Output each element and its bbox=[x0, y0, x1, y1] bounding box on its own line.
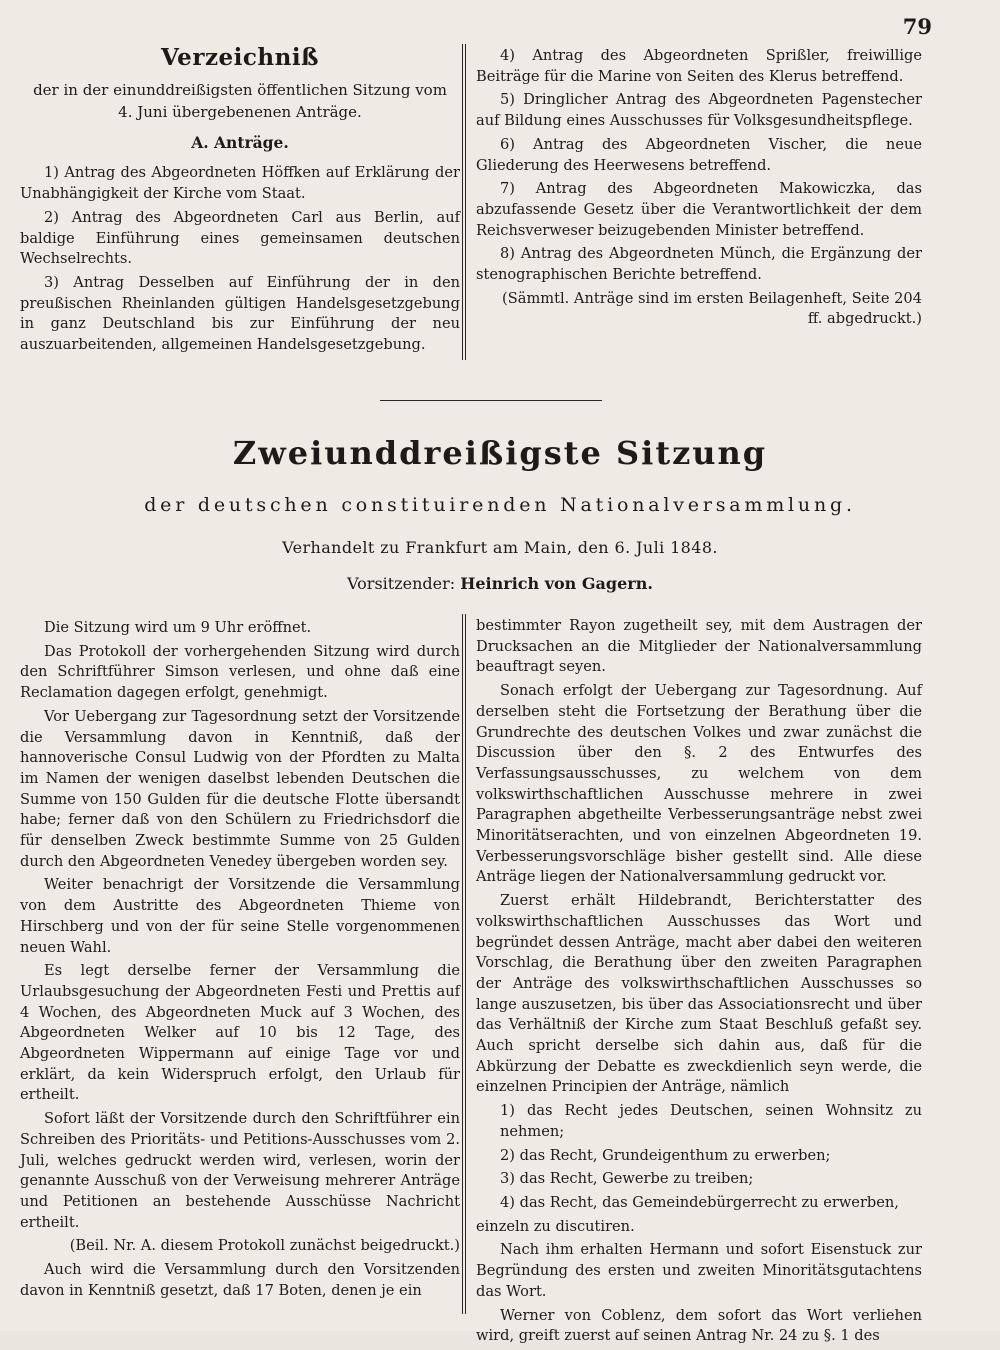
session-subtitle: der deutschen constituirenden Nationalversammlung. bbox=[144, 494, 856, 516]
list-subtitle bbox=[20, 79, 460, 123]
session-chair bbox=[0, 574, 1000, 593]
motion-item: 8) Antrag des Abgeordneten Münch, die Ergänzung der stenographischen Berichte betreffend. bbox=[476, 245, 922, 284]
page-number: 79 bbox=[902, 14, 932, 39]
paragraph: Es legt derselbe ferner der Versammlung die Urlaubsgesuchung der Abgeordneten Festi und Prettis auf 4 Wochen, des Abgeordneten Muck auf 3 Wochen, des Abgeordneten Welker auf 10 bis 12 Tage, des Abgeordneten Wippermann auf einige Tage vor und erklärt, da kein Widerspruch erfolgt, den Urlaub für ertheilt. bbox=[20, 962, 460, 1104]
session-title: Zweiunddreißigste Sitzung bbox=[232, 434, 768, 472]
list-title: Verzeichniß bbox=[160, 44, 320, 71]
motions-list-right-column bbox=[476, 46, 922, 333]
paragraph: Weiter benachrigt der Vorsitzende die Versammlung von dem Austritte des Abgeordneten Thieme von Hirschberg und von der für seine Stelle vorgenommenen neuen Wahl. bbox=[20, 876, 460, 956]
motion-item: 6) Antrag des Abgeordneten Vischer, die neue Gliederung des Heerwesens betreffend. bbox=[476, 135, 922, 174]
list-heading: A. Anträge. bbox=[191, 132, 289, 152]
motion-item: 1) Antrag des Abgeordneten Höffken auf Erklärung der Unabhängigkeit der Kirche vom Staat. bbox=[20, 164, 460, 203]
enumeration-item: 2) das Recht, Grundeigenthum zu erwerben; bbox=[500, 1146, 831, 1164]
enumeration-item: 3) das Recht, Gewerbe zu treiben; bbox=[500, 1170, 754, 1188]
paragraph: Sonach erfolgt der Uebergang zur Tagesordnung. Auf derselben steht die Fortsetzung der Berathung über die Grundrechte des deutschen Volkes und zwar zunächst die Discussion über den §. 2 des Entwurfes des Verfassungsausschusses, zu welchem von dem volkswirthschaftlichen Ausschusse mehrere in zwei Paragraphen abgetheilte Verbesserungsanträge nebst zwei Minoritätserachten, und von einzelnen Abgeordneten 19. Verbesserungsvorschläge bisher gestellt sind. Alle diese Anträge liegen der Nationalversammlung gedruckt vor. bbox=[476, 682, 922, 886]
paragraph: Vor Uebergang zur Tagesordnung setzt der Vorsitzende die Versammlung davon in Kenntniß, daß der hannoverische Consul Ludwig von der Pfordten zu Malta im Namen der wenigen daselbst lebenden Deutschen die Summe von 150 Gulden für die deutsche Flotte übersandt habe; ferner daß von den Schülern zu Friedrichsdorf die für denselben Zweck bestimmte Summe von 25 Gulden durch den Abgeordneten Venedey übergeben worden sey. bbox=[20, 707, 460, 870]
motions-list-left-column bbox=[20, 44, 460, 359]
list-subtitle-line1: der in der einunddreißigsten öffentlichen Sitzung vom bbox=[33, 80, 447, 99]
rights-enumeration bbox=[476, 1101, 922, 1214]
motion-item: 7) Antrag des Abgeordneten Makowiczka, das abzufassende Gesetz über die Verantwortlichkeit der dem Reichsverweser beizugebenden Minister betreffend. bbox=[476, 180, 922, 239]
motions-note: (Sämmtl. Anträge sind im ersten Beilagenheft, Seite 204 ff. abgedruckt.) bbox=[502, 289, 922, 328]
paragraph-note: (Beil. Nr. A. diesem Protokoll zunächst beigedruckt.) bbox=[69, 1237, 460, 1255]
session-place-date: Verhandelt zu Frankfurt am Main, den 6. Juli 1848. bbox=[282, 538, 718, 557]
motion-item: 4) Antrag des Abgeordneten Sprißler, freiwillige Beiträge für die Marine von Seiten des Klerus betreffend. bbox=[476, 47, 922, 85]
paragraph: Nach ihm erhalten Hermann und sofort Eisenstuck zur Begründung des ersten und zweiten Minoritätsgutachtens das Wort. bbox=[476, 1241, 922, 1300]
section-divider bbox=[380, 400, 602, 401]
paragraph: Werner von Coblenz, dem sofort das Wort verliehen wird, greift zuerst auf seinen Antrag Nr. 24 zu §. 1 des bbox=[476, 1306, 922, 1345]
enumeration-item: 1) das Recht jedes Deutschen, seinen Wohnsitz zu nehmen; bbox=[500, 1102, 922, 1140]
paragraph: Auch wird die Versammlung durch den Vorsitzenden davon in Kenntniß gesetzt, daß 17 Boten, denen je ein bbox=[20, 1261, 460, 1299]
body-right-column bbox=[476, 616, 922, 1350]
paragraph: Die Sitzung wird um 9 Uhr eröffnet. bbox=[44, 619, 312, 636]
paragraph: einzeln zu discutiren. bbox=[476, 1217, 635, 1235]
paragraph: bestimmter Rayon zugetheilt sey, mit dem Austragen der Drucksachen an die Mitglieder der Nationalversammlung beauftragt seyen. bbox=[476, 617, 922, 676]
motion-item: 5) Dringlicher Antrag des Abgeordneten Pagenstecher auf Bildung eines Ausschusses für Volksgesundheitspflege. bbox=[476, 91, 922, 130]
column-divider-bottom bbox=[462, 614, 466, 1314]
list-subtitle-line2: 4. Juni übergebenenen Anträge. bbox=[118, 102, 362, 121]
chair-name: Heinrich von Gagern. bbox=[460, 574, 653, 593]
paragraph: Sofort läßt der Vorsitzende durch den Schriftführer ein Schreiben des Prioritäts- und Petitions-Ausschusses vom 2. Juli, welches gedruckt werden wird, verlesen, worin der genannte Ausschuß von der Verweisung mehrerer Anträge und Petitionen an bestehende Ausschüsse Nachricht ertheilt. bbox=[20, 1110, 460, 1231]
paragraph: Das Protokoll der vorhergehenden Sitzung wird durch den Schriftführer Simson verlesen, und ohne daß eine Reclamation dagegen erfolgt, genehmigt. bbox=[20, 642, 460, 702]
column-divider-top bbox=[462, 44, 466, 360]
enumeration-item: 4) das Recht, das Gemeindebürgerrecht zu erwerben, bbox=[500, 1193, 899, 1211]
paragraph: Zuerst erhält Hildebrandt, Berichterstatter des volkswirthschaftlichen Ausschusses das Wort und begründet dessen Anträge, macht aber dabei den weiteren Vorschlag, die Berathung über den zweiten Paragraphen der Anträge des volkswirthschaftlichen Ausschusses so lange auszusetzen, bis über das Associationsrecht und über das Verhältniß der Kirche zum Staat Beschluß gefaßt sey. Auch spricht derselbe sich dahin aus, daß für die Abkürzung der Debatte es zweckdienlich seyn werde, die einzelnen Principien der Anträge, nämlich bbox=[476, 892, 922, 1096]
body-left-column bbox=[20, 618, 460, 1305]
chair-label: Vorsitzender: bbox=[347, 574, 456, 593]
motion-item: 3) Antrag Desselben auf Einführung der in den preußischen Rheinlanden gültigen Handelsgesetzgebung in ganz Deutschland bis zur Einführung der neu auszuarbeitenden, allgemeinen Handelsgesetzgebung. bbox=[20, 273, 460, 354]
motion-item: 2) Antrag des Abgeordneten Carl aus Berlin, auf baldige Einführung eines gemeinsamen deutschen Wechselrechts. bbox=[20, 208, 460, 268]
